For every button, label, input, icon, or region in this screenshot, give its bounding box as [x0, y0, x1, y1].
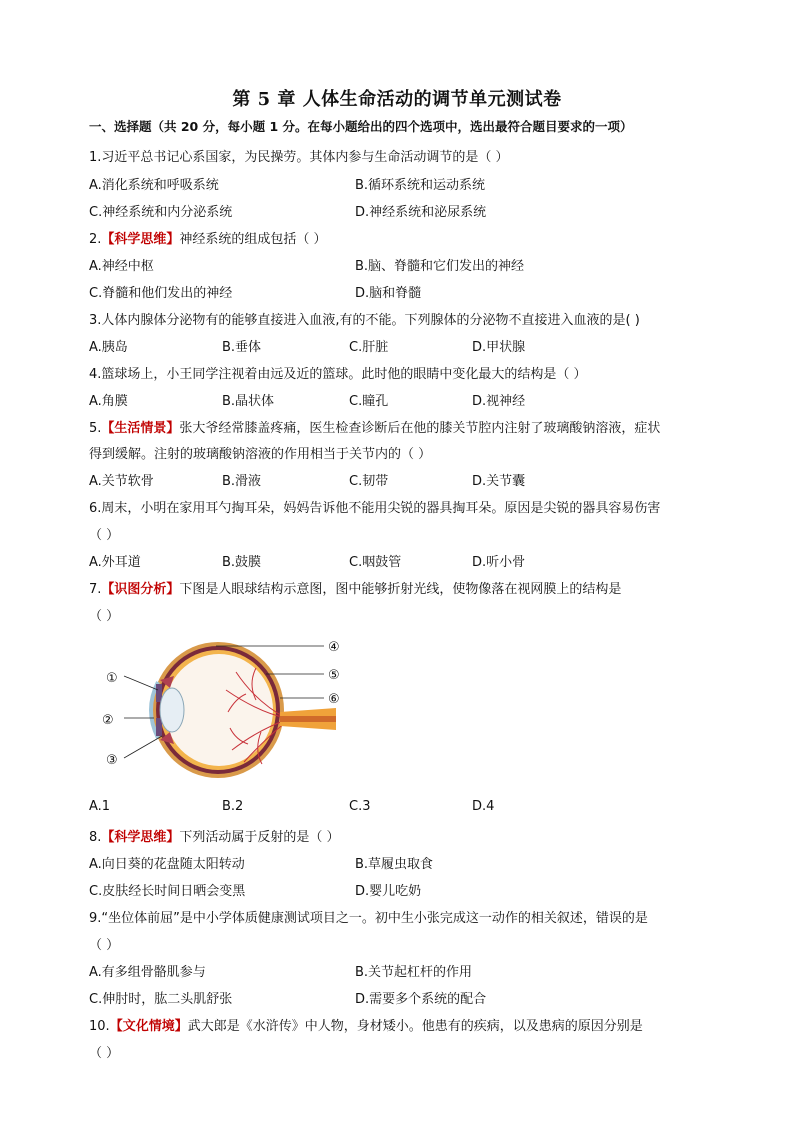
question-3-stem: 3.人体内腺体分泌物有的能够直接进入血液,有的不能。下列腺体的分泌物不直接进入血液的是( )	[89, 313, 640, 328]
q7-option-d: D.4	[472, 799, 495, 814]
question-tag: 【生活情景】	[101, 421, 180, 436]
q8-option-b: B.草履虫取食	[355, 857, 434, 872]
q8-option-d: D.婴儿吃奶	[355, 884, 422, 899]
label-3: ③	[106, 753, 118, 768]
question-7-stem-cont: （ ）	[89, 609, 120, 624]
q2-option-c: C.脊髓和他们发出的神经	[89, 286, 233, 301]
q1-option-c: C.神经系统和内分泌系统	[89, 205, 233, 220]
question-tag: 【识图分析】	[101, 582, 180, 597]
q5-option-a: A.关节软骨	[89, 474, 154, 489]
q7-option-a: A.1	[89, 799, 111, 814]
question-tag: 【科学思维】	[101, 232, 180, 247]
question-2-stem: 2.【科学思维】神经系统的组成包括（ ）	[89, 232, 327, 247]
page-title: 第 5 章 人体生命活动的调节单元测试卷	[232, 89, 562, 110]
q2-option-b: B.脑、脊髓和它们发出的神经	[355, 259, 525, 274]
label-1: ①	[106, 671, 118, 686]
question-7-stem: 7.【识图分析】下图是人眼球结构示意图，图中能够折射光线，使物像落在视网膜上的结构是	[89, 582, 622, 597]
q1-option-d: D.神经系统和泌尿系统	[355, 205, 487, 220]
section-heading: 一、选择题（共 20 分，每小题 1 分。在每小题给出的四个选项中，选出最符合题目要求的一项）	[89, 119, 633, 134]
question-6-stem-cont: （ ）	[89, 528, 120, 543]
question-10-stem-cont: （ ）	[89, 1046, 120, 1061]
label-2: ②	[102, 713, 114, 728]
optic-nerve-core	[280, 716, 336, 722]
q5-option-c: C.韧带	[349, 474, 389, 489]
question-5-stem-cont: 得到缓解。注射的玻璃酸钠溶液的作用相当于关节内的（ ）	[89, 447, 432, 462]
question-9-stem: 9.“坐位体前屈”是中小学体质健康测试项目之一。初中生小张完成这一动作的相关叙述，错误的是	[89, 911, 648, 926]
eyeball-illustration	[96, 632, 356, 784]
question-8-stem: 8.【科学思维】下列活动属于反射的是（ ）	[89, 830, 340, 845]
question-4-stem: 4.篮球场上，小王同学注视着由远及近的篮球。此时他的眼睛中变化最大的结构是（ ）	[89, 367, 587, 382]
q3-option-b: B.垂体	[222, 340, 262, 355]
question-tag: 【文化情境】	[109, 1019, 188, 1034]
q3-option-c: C.肝脏	[349, 340, 389, 355]
q6-option-b: B.鼓膜	[222, 555, 262, 570]
q5-option-d: D.关节囊	[472, 474, 526, 489]
q9-option-b: B.关节起杠杆的作用	[355, 965, 473, 980]
q7-option-c: C.3	[349, 799, 371, 814]
q9-option-d: D.需要多个系统的配合	[355, 992, 487, 1007]
q9-option-c: C.伸肘时，肱二头肌舒张	[89, 992, 233, 1007]
label-4: ④	[328, 640, 340, 655]
q8-option-a: A.向日葵的花盘随太阳转动	[89, 857, 245, 872]
q6-option-d: D.听小骨	[472, 555, 526, 570]
q3-option-a: A.胰岛	[89, 340, 128, 355]
q6-option-c: C.咽鼓管	[349, 555, 402, 570]
question-1-stem: 1.习近平总书记心系国家，为民操劳。其体内参与生命活动调节的是（ ）	[89, 150, 509, 165]
label-5: ⑤	[328, 668, 340, 683]
q7-option-b: B.2	[222, 799, 244, 814]
q9-option-a: A.有多组骨骼肌参与	[89, 965, 206, 980]
q5-option-b: B.滑液	[222, 474, 262, 489]
q3-option-d: D.甲状腺	[472, 340, 526, 355]
q1-option-b: B.循环系统和运动系统	[355, 178, 486, 193]
q4-option-b: B.晶状体	[222, 394, 275, 409]
label-6: ⑥	[328, 692, 340, 707]
q2-option-a: A.神经中枢	[89, 259, 154, 274]
lens	[160, 688, 184, 732]
q4-option-c: C.瞳孔	[349, 394, 389, 409]
question-9-stem-cont: （ ）	[89, 938, 120, 953]
question-5-stem: 5.【生活情景】张大爷经常膝盖疼痛，医生检查诊断后在他的膝关节腔内注射了玻璃酸钠溶液，症状	[89, 421, 661, 436]
q8-option-c: C.皮肤经长时间日晒会变黑	[89, 884, 246, 899]
q6-option-a: A.外耳道	[89, 555, 141, 570]
q4-option-d: D.视神经	[472, 394, 526, 409]
q1-option-a: A.消化系统和呼吸系统	[89, 178, 219, 193]
question-6-stem: 6.周末，小明在家用耳勺掏耳朵，妈妈告诉他不能用尖锐的器具掏耳朵。原因是尖锐的器具容易伤害	[89, 501, 661, 516]
q2-option-d: D.脑和脊髓	[355, 286, 422, 301]
question-10-stem: 10.【文化情境】武大郎是《水浒传》中人物，身材矮小。他患有的疾病，以及患病的原因分别是	[89, 1019, 643, 1034]
question-tag: 【科学思维】	[101, 830, 180, 845]
q4-option-a: A.角膜	[89, 394, 128, 409]
eye-structure-diagram	[96, 632, 356, 784]
